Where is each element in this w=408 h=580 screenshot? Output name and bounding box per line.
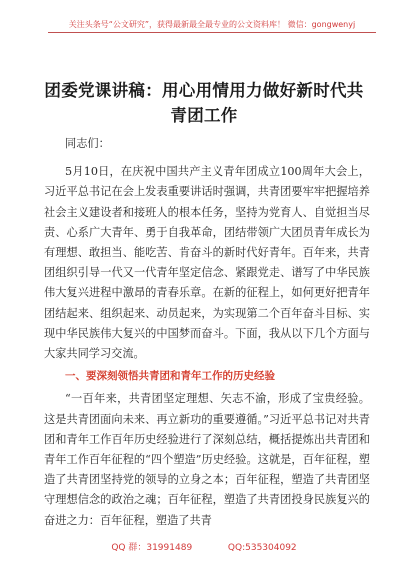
- footer-qq: QQ:535304092: [227, 543, 297, 553]
- greeting: 同志们：: [65, 137, 110, 150]
- document-body: [44, 134, 370, 531]
- document-title: 团委党课讲稿：用心用情用力做好新时代共青团工作: [44, 81, 364, 125]
- footer: [0, 540, 408, 553]
- paragraph-intro: 5月10日，在庆祝中国共产主义青年团成立100周年大会上，习近平总书记在会上发表重要讲话时强调，共青团要牢牢把握培养社会主义建设者和接班人的根本任务，坚持为党育人、自觉担当尽责、心系广大青年、勇于自我革命，团结带领广大团员青年成长为有理想、敢担当、能吃苦、肯奋斗的新时代好青年。百年来，共青团组织引导一代又一代青年坚定信念、紧跟党走、谱写了中华民族伟大复兴进程中激昂的青春乐章。在新的征程上，如何更好把青年团结起来、组织起来、动员起来，为实现第二个百年奋斗目标、实现中华民族伟大复兴的中国梦而奋斗。下面，我从以下几个方面与大家共同学习交流。: [44, 165, 370, 361]
- paragraph-history: “一百年来，共青团坚定理想、矢志不渝，形成了宝贵经验。这是共青团面向未来、再立新功的重要遵循。”习近平总书记对共青团和青年工作百年历史经验进行了深刻总结，概括提炼出共青团和青年工作百年征程的“四个塑造”历史经验。这就是，百年征程，塑造了共青团坚持党的领导的立身之本；百年征程，塑造了共青团坚守理想信念的政治之魂；百年征程，塑造了共青团投身民族复兴的奋进之力：百年征程，塑造了共青: [44, 392, 370, 527]
- header-banner-text[interactable]: 关注头条号“公文研究”，获得最新最全最专业的公文资料库！ 微信：gongwenyj: [68, 20, 356, 29]
- header-banner: [48, 12, 376, 33]
- footer-qq-group: QQ 群：31991489: [111, 543, 193, 553]
- section-heading-1: 一、要深刻领悟共青团和青年工作的历史经验: [65, 370, 275, 383]
